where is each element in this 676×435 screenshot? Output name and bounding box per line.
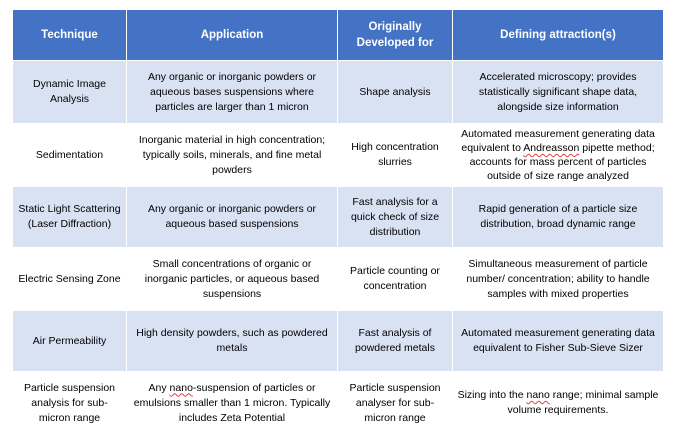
application-cell: High density powders, such as powdered metals [127,311,338,372]
developed-for-cell: Fast analysis for a quick check of size distribution [338,187,453,248]
techniques-table [12,9,664,435]
spellcheck-marked-word: nano [526,389,550,401]
developed-for-cell: Particle suspension analyser for sub-micron range [338,372,453,435]
developed-for-cell: Fast analysis of powdered metals [338,311,453,372]
spellcheck-marked-word: nano [169,381,193,394]
header-application: Application [127,10,338,61]
table-row [13,372,664,435]
technique-cell: Static Light Scattering (Laser Diffraction) [13,187,127,248]
table-row [13,61,664,124]
application-cell: Any organic or inorganic powders or aqueous bases suspensions where particles are larger than 1 micron [127,61,338,124]
developed-for-cell: High concentration slurries [338,124,453,187]
application-cell: Inorganic material in high concentration; typically soils, minerals, and fine metal powders [127,124,338,187]
developed-for-cell: Particle counting or concentration [338,248,453,311]
attraction-cell: Accelerated microscopy; provides statistically significant shape data, alongside size information [453,61,664,124]
table-row [13,187,664,248]
attraction-text-end: range; minimal sample volume requirements. [507,389,659,416]
spellcheck-marked-word: Andreasson [523,142,580,154]
header-attraction: Defining attraction(s) [453,10,664,61]
technique-cell: Sedimentation [13,124,127,187]
header-developed-for: Originally Developed for [338,10,453,61]
application-cell: Small concentrations of organic or inorganic particles, or aqueous based suspensions [127,248,338,311]
application-text-end: -suspension of particles or emulsions smaller than 1 micron. Typically includes Zeta Potential [133,381,331,424]
table-row [13,311,664,372]
technique-cell: Air Permeability [13,311,127,372]
attraction-cell: Rapid generation of a particle size distribution, broad dynamic range [453,187,664,248]
application-cell [127,372,338,435]
table-row [13,124,664,187]
developed-for-cell: Shape analysis [338,61,453,124]
application-text-start: Any [148,381,170,394]
attraction-text-end: pipette method; accounts for mass percent of particles outside of size range analyzed [469,142,655,182]
attraction-cell [453,372,664,435]
attraction-cell: Simultaneous measurement of particle number/ concentration; ability to handle samples with mixed properties [453,248,664,311]
attraction-text-start: Automated measurement generating data equivalent to [461,128,655,154]
technique-cell: Dynamic Image Analysis [13,61,127,124]
header-row [13,10,664,61]
table-row [13,248,664,311]
technique-cell: Particle suspension analysis for sub-micron range [13,372,127,435]
technique-cell: Electric Sensing Zone [13,248,127,311]
header-technique: Technique [13,10,127,61]
attraction-text-start: Sizing into the [457,389,527,401]
attraction-cell [453,124,664,187]
application-cell: Any organic or inorganic powders or aqueous based suspensions [127,187,338,248]
attraction-cell: Automated measurement generating data equivalent to Fisher Sub-Sieve Sizer [453,311,664,372]
